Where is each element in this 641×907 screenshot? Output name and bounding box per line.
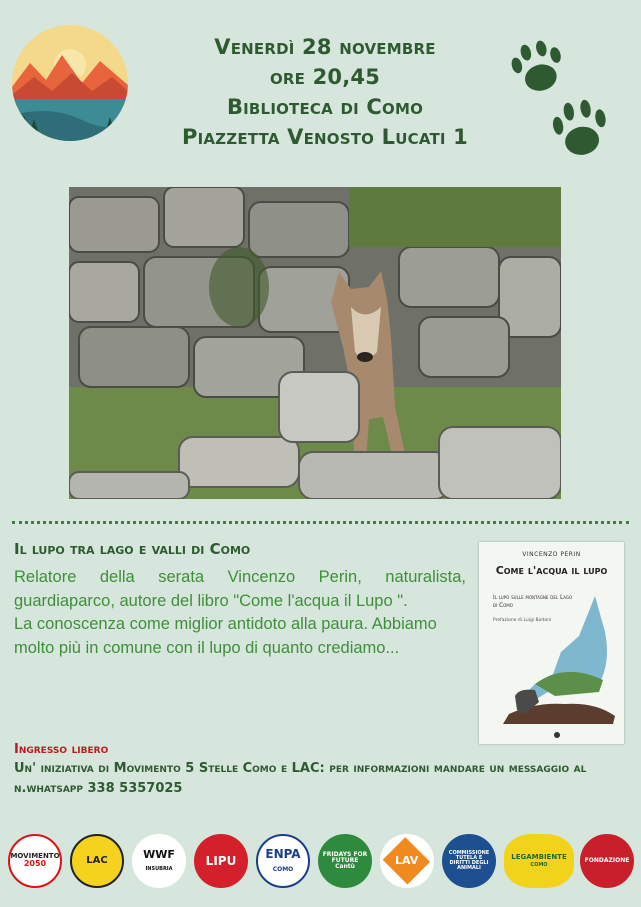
wwf-logo (132, 834, 186, 888)
fridays-for-future-logo (318, 834, 372, 888)
theme-paragraph: La conoscenza come miglior antidoto alla paura. Abbiamo molto più in comune con il lupo di quanto crediamo... (14, 615, 437, 657)
sponsor-name: FRIDAYS FOR FUTURE (322, 850, 368, 864)
lipu-logo (194, 834, 248, 888)
enpa-logo (256, 834, 310, 888)
sponsor-name: MOVIMENTO (10, 852, 60, 861)
book-title: Come l'acqua il lupo (495, 564, 608, 577)
sponsor-logos (8, 834, 636, 890)
free-entry: Ingresso libero (14, 742, 109, 757)
paw-print-icon (506, 36, 570, 98)
book-preface: Prefazione di Luigi Boitani (493, 618, 552, 623)
paw-print-icon (548, 96, 612, 162)
legambiente-logo (504, 834, 574, 888)
speaker-paragraph: Relatore della serata Vincenzo Perin, naturalista, guardiaparco, autore del libro "Come l'acqua il Lupo ". (14, 568, 466, 610)
book-subtitle: Il lupo sulle montagne del Lago di Como (493, 595, 573, 609)
howling-wolf-illustration (495, 592, 619, 740)
sponsor-name: LAC (86, 854, 108, 866)
sponsor-name: WWF (143, 848, 175, 862)
event-time: ore 20,45 (269, 65, 381, 89)
book-cover (479, 542, 624, 744)
event-date: Venerdì 28 novembre (214, 35, 436, 59)
sponsor-name: ENPA (265, 847, 301, 862)
wolf-photo (69, 187, 561, 499)
event-address: Piazzetta Venosto Lucati 1 (182, 125, 468, 149)
description (14, 566, 466, 660)
section-title: Il lupo tra lago e valli di Como (14, 540, 251, 558)
mountain-lake-logo (12, 25, 128, 141)
book-author: VINCENZO PERIN (522, 551, 581, 558)
sponsor-name: LEGAMBIENTE (511, 852, 567, 861)
commissione-tutela-logo (442, 834, 496, 888)
sponsor-sub: 2050 (23, 859, 47, 869)
sponsor-name: COMMISSIONE TUTELA E DIRITTI DEGLI ANIMALI (448, 849, 490, 872)
sponsor-sub: COMO (272, 866, 294, 873)
event-info (130, 32, 520, 152)
dotted-divider (12, 521, 629, 524)
event-venue: Biblioteca di Como (226, 95, 424, 119)
sponsor-sub: Cantù (335, 863, 355, 871)
promo-text: Un' iniziativa di Movimento 5 Stelle Como e LAC: per informazioni mandare un messaggio al n.whatsapp 338 5357025 (14, 761, 587, 796)
lac-logo (70, 834, 124, 888)
sponsor-name: LIPU (205, 853, 237, 868)
movimento-logo (8, 834, 62, 888)
sponsor-name: FONDAZIONE (584, 856, 630, 864)
lav-logo (380, 834, 434, 888)
sponsor-sub: COMO (530, 862, 548, 868)
sponsor-sub: INSUBRIA (145, 866, 173, 872)
fondazione-logo (580, 834, 634, 888)
sponsor-name: LAV (395, 854, 419, 868)
